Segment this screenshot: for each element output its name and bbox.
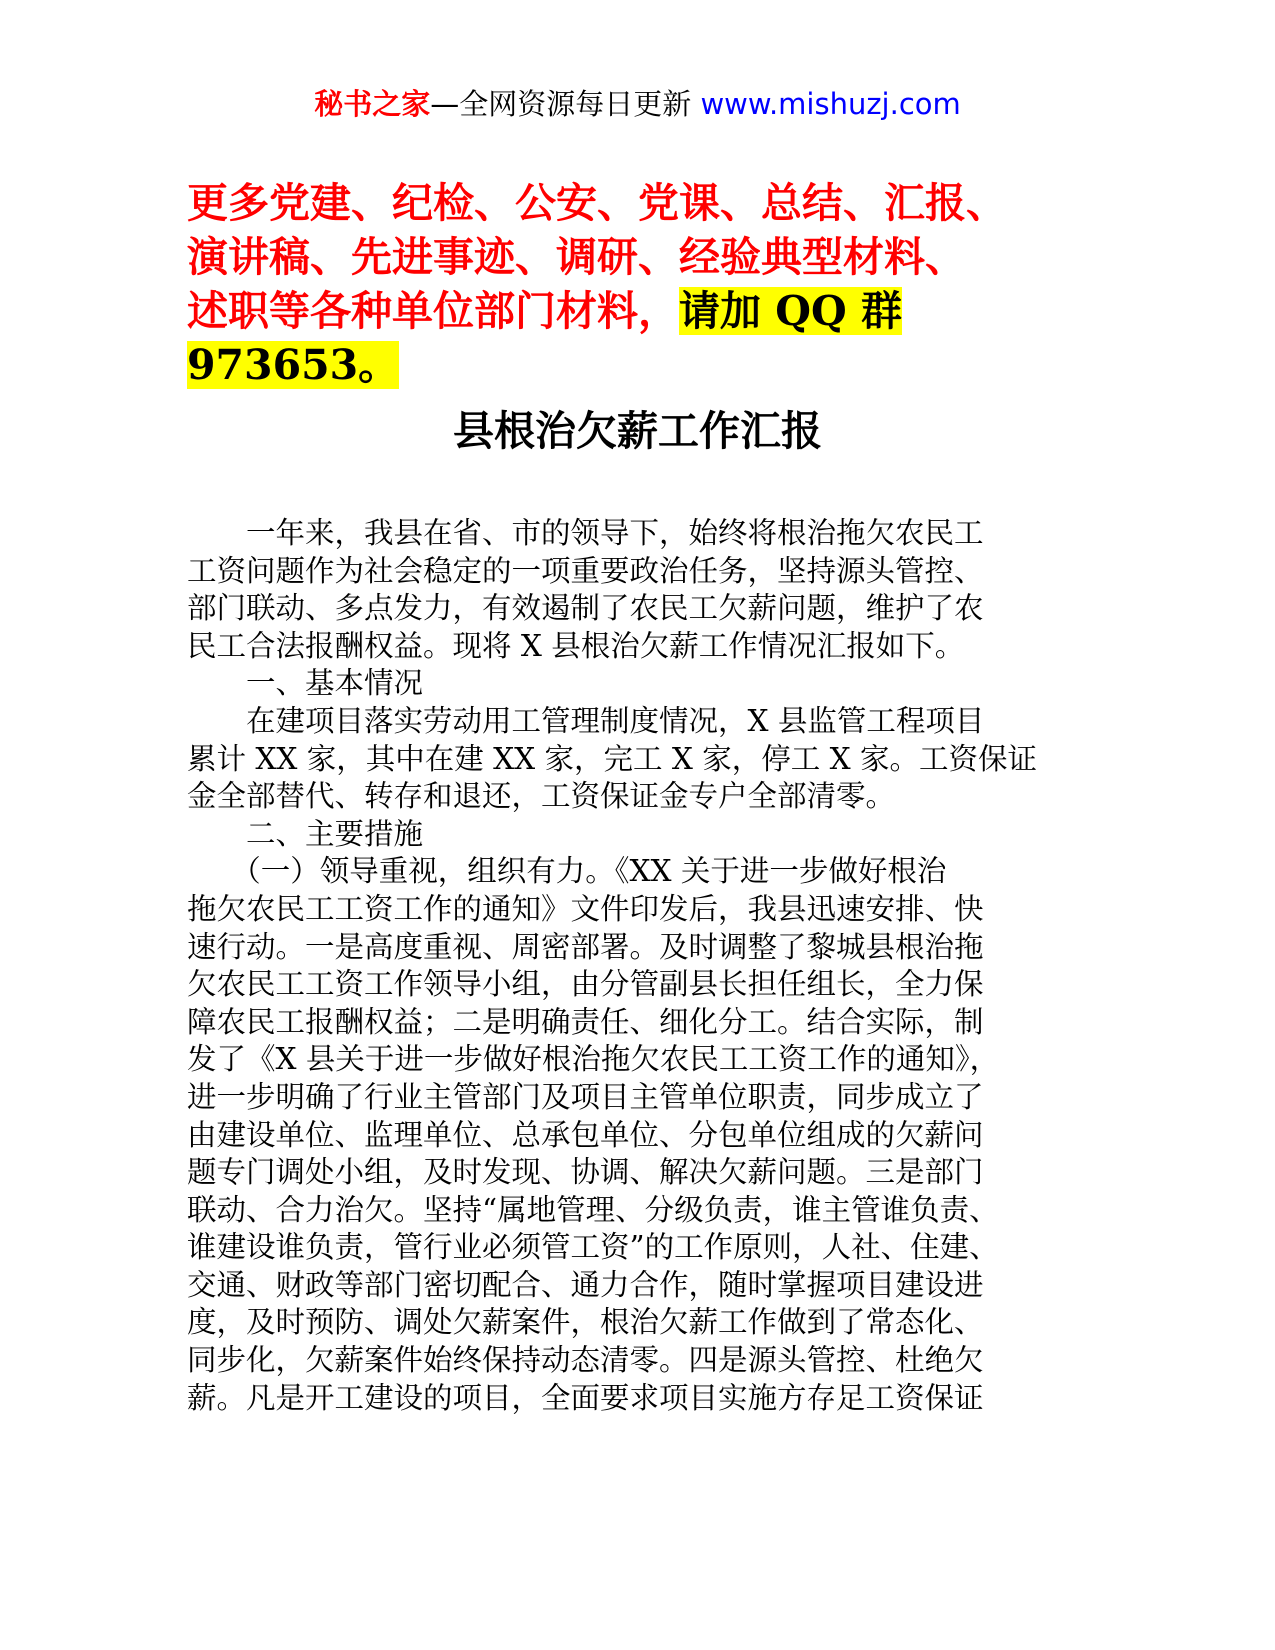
body-text-line: （一）领导重视，组织有力。《XX 关于进一步做好根治	[187, 854, 947, 889]
body-text-line: 民工合法报酬权益。现将 X 县根治欠薪工作情况汇报如下。	[187, 628, 965, 663]
site-url-link[interactable]: www.mishuzj.com	[700, 87, 961, 121]
brand-name: 秘书之家	[314, 87, 431, 121]
body-text-line: 一、基本情况	[187, 666, 424, 701]
body-text-line: 部门联动、多点发力，有效遏制了农民工欠薪问题，维护了农	[187, 591, 984, 626]
body-text-line: 速行动。一是高度重视、周密部署。及时调整了黎城县根治拖	[187, 929, 984, 964]
promo-text: 述职等各种单位部门材料，	[187, 287, 679, 335]
body-text-line: 一年来，我县在省、市的领导下，始终将根治拖欠农民工	[187, 516, 984, 550]
qq-group-highlight: 请加 QQ 群	[679, 287, 902, 335]
body-text-line: 由建设单位、监理单位、总承包单位、分包单位组成的欠薪问	[187, 1117, 984, 1152]
body-text-line: 工资问题作为社会稳定的一项重要政治任务，坚持源头管控、	[187, 553, 984, 588]
body-text-line: 度，及时预防、调处欠薪案件，根治欠薪工作做到了常态化、	[187, 1305, 984, 1340]
body-text-line: 联动、合力治欠。坚持“属地管理、分级负责，谁主管谁负责、	[187, 1192, 999, 1227]
header-tagline: —全网资源每日更新	[430, 87, 692, 121]
promo-line: 更多党建、纪检、公安、党课、总结、汇报、	[187, 179, 1007, 227]
body-text-line: 题专门调处小组，及时发现、协调、解决欠薪问题。三是部门	[187, 1155, 984, 1190]
body-text-line: 金全部替代、转存和退还，工资保证金专户全部清零。	[187, 779, 896, 814]
document-body	[187, 515, 1087, 1417]
promo-line: 演讲稿、先进事迹、调研、经验典型材料、	[187, 233, 966, 281]
site-header	[0, 84, 1275, 124]
promo-block	[187, 176, 1087, 392]
body-text-line: 在建项目落实劳动用工管理制度情况，X 县监管工程项目	[187, 703, 985, 738]
body-text-line: 拖欠农民工工资工作的通知》文件印发后，我县迅速安排、快	[187, 891, 984, 926]
body-text-line: 障农民工报酬权益；二是明确责任、细化分工。结合实际，制	[187, 1004, 984, 1039]
body-text-line: 谁建设谁负责，管行业必须管工资”的工作原则，人社、住建、	[187, 1230, 999, 1265]
body-text-line: 交通、财政等部门密切配合、通力合作，随时掌握项目建设进	[187, 1267, 984, 1302]
body-text-line: 欠农民工工资工作领导小组，由分管副县长担任组长，全力保	[187, 967, 984, 1002]
promo-line	[187, 338, 1087, 392]
promo-line	[187, 284, 1087, 338]
body-text-line: 同步化，欠薪案件始终保持动态清零。四是源头管控、杜绝欠	[187, 1343, 984, 1378]
document-title: 县根治欠薪工作汇报	[453, 407, 822, 455]
body-text-line: 薪。凡是开工建设的项目，全面要求项目实施方存足工资保证	[187, 1380, 984, 1415]
body-text-line: 发了《X 县关于进一步做好根治拖欠农民工工资工作的通知》，	[187, 1042, 1000, 1077]
body-text-line: 累计 XX 家，其中在建 XX 家，完工 X 家，停工 X 家。工资保证	[187, 741, 1038, 776]
qq-group-number: 973653。	[187, 341, 400, 389]
body-text-line: 进一步明确了行业主管部门及项目主管单位职责，同步成立了	[187, 1079, 984, 1114]
body-text-line: 二、主要措施	[187, 816, 424, 851]
